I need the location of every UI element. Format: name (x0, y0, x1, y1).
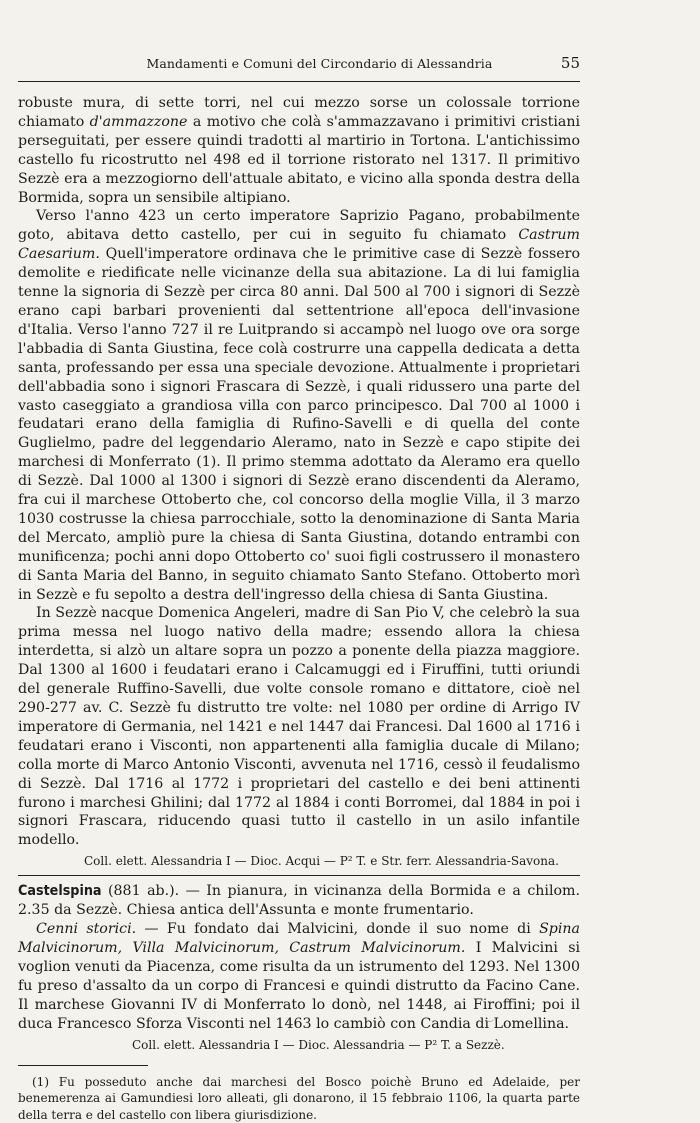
paragraph-sezze-1: robuste mura, di sette torri, nel cui mezzo sorse un colossale torrione chiamato d'ammazzone a motivo che colà s'ammazzavano i primitivi cristiani perseguitati, per essere quindi tradotti al martirio in Tortona. L'antichissimo castello fu ricostrutto nel 498 ed il torrione ristorato nel 1317. Il primitivo Sezzè era a mezzogiorno dell'attuale abitato, e vicino alla sponda destra della Bormida, sopra un sensibile altipiano. (18, 94, 580, 207)
coll-elett-castelspina: Coll. elett. Alessandria I — Dioc. Alessandria — P² T. a Sezzè. (114, 1037, 580, 1053)
running-head (18, 54, 580, 72)
entry-castelspina: Castelspina (881 ab.). — In pianura, in vicinanza della Bormida e a chilom. 2.35 da Sezzè. Chiesa antica dell'Assunta e monte frumentario. (18, 882, 580, 920)
header-rule (18, 81, 580, 82)
paragraph-castelspina-history: Cenni storici. — Fu fondato dai Malvicini, donde il suo nome di Spina Malvicinorum, Villa Malvicinorum, Castrum Malvicinorum. I Malvicini si voglion venuti da Piacenza, come risulta da un istrumento del 1293. Nel 1300 fu preso d'assalto da un corpo di Francesi e quindi distrutto da Facino Cane. Il marchese Giovanni IV di Monferrato lo donò, nel 1448, ai Firoffini; poi il duca Francesco Sforza Visconti nel 1463 lo cambiò con Candia di Lomellina. (18, 920, 580, 1033)
coll-elett-sezze: Coll. elett. Alessandria I — Dioc. Acqui — P² T. e Str. ferr. Alessandria-Savona. (66, 853, 580, 869)
footnote: (1) Fu posseduto anche dai marchesi del Bosco poichè Bruno ed Adelaide, per benemerenza ai Gamundiesi loro alleati, gli donarono, il 15 febbraio 1106, la quarta parte della terra e del castello con libera giurisdizione. (18, 1074, 580, 1123)
entry-divider (18, 875, 580, 876)
page-number: 55 (561, 54, 580, 72)
page-body (18, 94, 580, 1123)
footnote-rule (18, 1065, 148, 1066)
running-head-title: Mandamenti e Comuni del Circondario di Alessandria (18, 56, 561, 71)
paragraph-sezze-2: Verso l'anno 423 un certo imperatore Saprizio Pagano, probabilmente goto, abitava detto castello, per cui in seguito fu chiamato Castrum Caesarium. Quell'imperatore ordinava che le primitive case di Sezzè fossero demolite e riedificate nelle vicinanze della sua abitazione. La di lui famiglia tenne la signoria di Sezzè per circa 80 anni. Dal 500 al 700 i signori di Sezzè erano capi barbari provenienti dal settentrione all'epoca dell'invasione d'Italia. Verso l'anno 727 il re Luitprando si accampò nel luogo ove ora sorge l'abbadia di Santa Giustina, fece colà costrurre una cappella dedicata a detta santa, professando per essa una speciale devozione. Attualmente i proprietari dell'abbadia sono i signori Frascara di Sezzè, i quali ridussero una parte del vasto caseggiato a grandiosa villa con parco principesco. Dal 700 al 1000 i feudatari erano della famiglia di Rufino-Savelli e di quella del conte Guglielmo, padre del leggendario Aleramo, nato in Sezzè e capo stipite dei marchesi di Monferrato (1). Il primo stemma adottato da Aleramo era quello di Sezzè. Dal 1000 al 1300 i signori di Sezzè erano discendenti da Aleramo, fra cui il marchese Ottoberto che, col concorso della moglie Villa, il 3 marzo 1030 costrusse la chiesa parrocchiale, sotto la denominazione di Santa Maria del Mercato, ampliò pure la chiesa di Santa Giustina, dotando entrambi con munificenza; pochi anni dopo Ottoberto co' suoi figli costrussero il monastero di Santa Maria del Banno, in seguito chiamato Santo Stefano. Ottoberto morì in Sezzè e fu sepolto a destra dell'ingresso della chiesa di Santa Giustina. (18, 207, 580, 604)
entry-name: Castelspina (18, 883, 102, 899)
paragraph-sezze-3: In Sezzè nacque Domenica Angeleri, madre di San Pio V, che celebrò la sua prima messa nel luogo nativo della madre; essendo allora la chiesa interdetta, si alzò un altare sopra un pozzo a ponente della piazza maggiore. Dal 1300 al 1600 i feudatari erano i Calcamuggi ed i Firuffini, tutti oriundi del generale Ruffino-Savelli, due volte console romano e dittatore, cioè nel 290-277 av. C. Sezzè fu distrutto tre volte: nel 1080 per ordine di Arrigo IV imperatore di Germania, nel 1421 e nel 1447 dai Francesi. Dal 1600 al 1716 i feudatari erano i Visconti, non appartenenti alla famiglia ducale di Milano; colla morte di Marco Antonio Visconti, avvenuta nel 1716, cessò il feudalismo di Sezzè. Dal 1716 al 1772 i proprietari del castello e dei beni attinenti furono i marchesi Ghilini; dal 1772 al 1884 i conti Borromei, dal 1884 in poi i signori Frascara, riducendo quasi tutto il castello in un asilo infantile modello. (18, 604, 580, 850)
